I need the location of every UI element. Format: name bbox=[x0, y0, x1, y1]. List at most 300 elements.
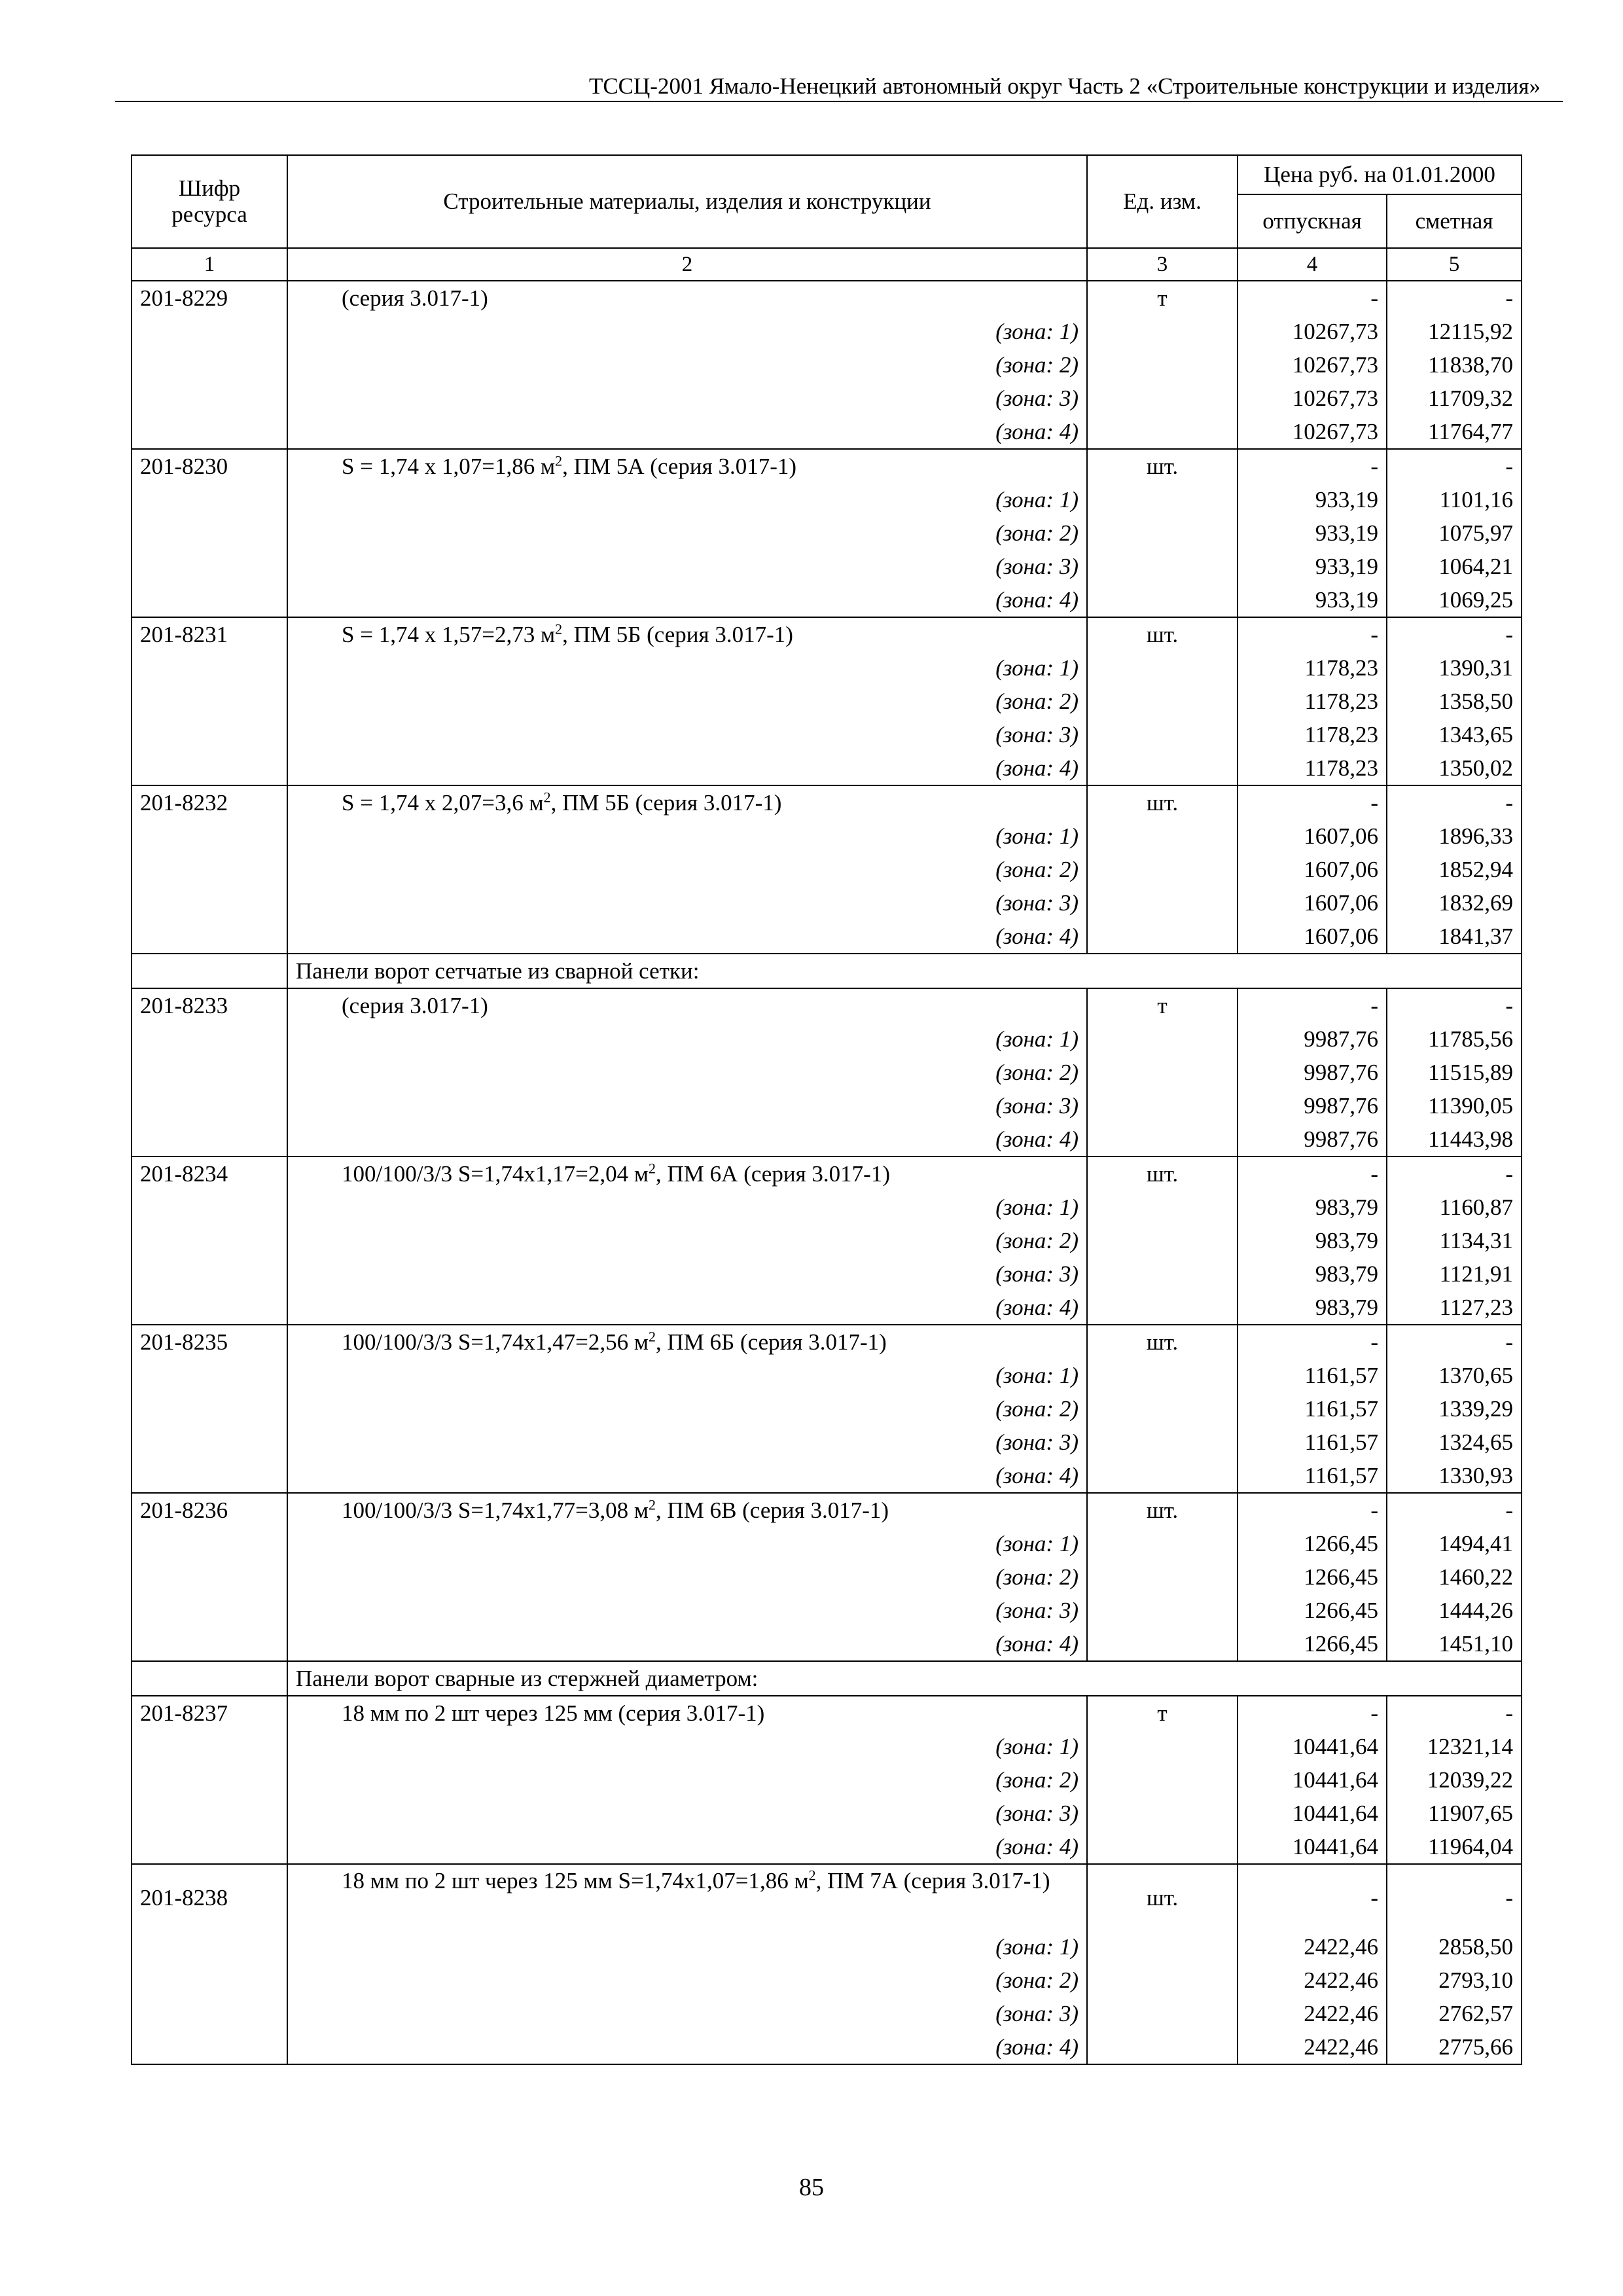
price-estimate: 1064,21 bbox=[1387, 550, 1522, 583]
zone-label: (зона: 4) bbox=[287, 1830, 1087, 1864]
code-cell bbox=[132, 751, 287, 785]
resource-description bbox=[287, 1864, 1087, 1930]
resource-description bbox=[287, 1325, 1087, 1359]
price-release: 10441,64 bbox=[1238, 1763, 1387, 1797]
resource-row bbox=[132, 1157, 1522, 1191]
code-cell bbox=[132, 550, 287, 583]
resource-description bbox=[287, 1157, 1087, 1191]
unit-exponent: 2 bbox=[808, 1867, 816, 1884]
zone-row bbox=[132, 1627, 1522, 1661]
price-release: 933,19 bbox=[1238, 583, 1387, 617]
unit-cell bbox=[1087, 1627, 1238, 1661]
unit-cell bbox=[1087, 1392, 1238, 1426]
price-estimate: 11785,56 bbox=[1387, 1022, 1522, 1056]
unit-cell bbox=[1087, 483, 1238, 516]
code-cell bbox=[132, 1224, 287, 1257]
code-cell bbox=[132, 315, 287, 348]
zone-label: (зона: 4) bbox=[287, 920, 1087, 954]
zone-label: (зона: 2) bbox=[287, 1560, 1087, 1594]
unit-cell bbox=[1087, 819, 1238, 853]
resource-row bbox=[132, 617, 1522, 651]
description-text: , ПМ 7А (серия 3.017-1) bbox=[815, 1868, 1050, 1893]
resource-row bbox=[132, 1493, 1522, 1527]
price-estimate: 1370,65 bbox=[1387, 1359, 1522, 1392]
price-release: 10441,64 bbox=[1238, 1730, 1387, 1763]
price-release: 9987,76 bbox=[1238, 1022, 1387, 1056]
code-cell bbox=[132, 1022, 287, 1056]
zone-label: (зона: 1) bbox=[287, 483, 1087, 516]
price-release: 10441,64 bbox=[1238, 1830, 1387, 1864]
resource-row bbox=[132, 785, 1522, 819]
code-cell bbox=[132, 819, 287, 853]
zone-label: (зона: 4) bbox=[287, 583, 1087, 617]
resource-row bbox=[132, 449, 1522, 483]
resource-description: (серия 3.017-1) bbox=[287, 281, 1087, 315]
zone-row bbox=[132, 415, 1522, 449]
code-cell bbox=[132, 1359, 287, 1392]
zone-row bbox=[132, 315, 1522, 348]
price-release: 2422,46 bbox=[1238, 1964, 1387, 1997]
price-release: - bbox=[1238, 988, 1387, 1022]
code-cell bbox=[132, 1426, 287, 1459]
unit-cell bbox=[1087, 1830, 1238, 1864]
description-text: , ПМ 5Б (серия 3.017-1) bbox=[550, 790, 782, 816]
zone-row bbox=[132, 1122, 1522, 1157]
price-estimate: 2793,10 bbox=[1387, 1964, 1522, 1997]
unit-cell: шт. bbox=[1087, 1157, 1238, 1191]
price-estimate: 1841,37 bbox=[1387, 920, 1522, 954]
zone-row bbox=[132, 1426, 1522, 1459]
zone-row bbox=[132, 685, 1522, 718]
group-row bbox=[132, 1661, 1522, 1696]
group-label: Панели ворот сварные из стержней диаметром: bbox=[287, 1661, 1522, 1696]
price-estimate: - bbox=[1387, 785, 1522, 819]
code-cell bbox=[132, 1797, 287, 1830]
code-cell bbox=[132, 1730, 287, 1763]
zone-row bbox=[132, 1191, 1522, 1224]
code-cell bbox=[132, 382, 287, 415]
running-header: ТССЦ-2001 Ямало-Ненецкий автономный округ Часть 2 «Строительные конструкции и изделия» bbox=[115, 72, 1563, 102]
price-release: 10441,64 bbox=[1238, 1797, 1387, 1830]
zone-row bbox=[132, 348, 1522, 382]
price-estimate: 2762,57 bbox=[1387, 1997, 1522, 2030]
zone-label: (зона: 3) bbox=[287, 1594, 1087, 1627]
zone-label: (зона: 2) bbox=[287, 1056, 1087, 1089]
code-cell bbox=[132, 1930, 287, 1964]
zone-label: (зона: 1) bbox=[287, 1359, 1087, 1392]
resource-row bbox=[132, 1696, 1522, 1730]
unit-cell bbox=[1087, 1797, 1238, 1830]
zone-label: (зона: 1) bbox=[287, 1730, 1087, 1763]
zone-label: (зона: 1) bbox=[287, 1930, 1087, 1964]
unit-cell bbox=[1087, 1426, 1238, 1459]
code-cell bbox=[132, 1089, 287, 1122]
price-estimate: - bbox=[1387, 449, 1522, 483]
description-text: 100/100/3/3 S=1,74х1,17=2,04 м bbox=[342, 1161, 649, 1187]
price-estimate: 11709,32 bbox=[1387, 382, 1522, 415]
price-release: - bbox=[1238, 785, 1387, 819]
zone-label: (зона: 3) bbox=[287, 1426, 1087, 1459]
zone-row bbox=[132, 920, 1522, 954]
zone-row bbox=[132, 1527, 1522, 1560]
unit-cell: шт. bbox=[1087, 785, 1238, 819]
price-estimate: 1343,65 bbox=[1387, 718, 1522, 751]
code-cell bbox=[132, 685, 287, 718]
price-release: 10267,73 bbox=[1238, 415, 1387, 449]
unit-cell bbox=[1087, 685, 1238, 718]
code-cell bbox=[132, 954, 287, 988]
code-cell bbox=[132, 1964, 287, 1997]
price-release: 1178,23 bbox=[1238, 685, 1387, 718]
resource-code: 201-8233 bbox=[132, 988, 287, 1022]
col-number: 1 bbox=[132, 248, 287, 281]
price-release: - bbox=[1238, 1325, 1387, 1359]
price-release: 2422,46 bbox=[1238, 1930, 1387, 1964]
zone-row bbox=[132, 1930, 1522, 1964]
zone-label: (зона: 2) bbox=[287, 348, 1087, 382]
zone-row bbox=[132, 1763, 1522, 1797]
zone-label: (зона: 4) bbox=[287, 1459, 1087, 1493]
description-text: , ПМ 5А (серия 3.017-1) bbox=[562, 454, 797, 479]
price-estimate: 1444,26 bbox=[1387, 1594, 1522, 1627]
price-release: 1178,23 bbox=[1238, 751, 1387, 785]
unit-cell: шт. bbox=[1087, 1325, 1238, 1359]
price-estimate: 11964,04 bbox=[1387, 1830, 1522, 1864]
unit-cell bbox=[1087, 853, 1238, 886]
col-header-unit: Ед. изм. bbox=[1087, 155, 1238, 248]
price-release: 1607,06 bbox=[1238, 853, 1387, 886]
code-cell bbox=[132, 583, 287, 617]
price-release: 1266,45 bbox=[1238, 1594, 1387, 1627]
zone-label: (зона: 4) bbox=[287, 1122, 1087, 1157]
price-estimate: 11515,89 bbox=[1387, 1056, 1522, 1089]
price-release: - bbox=[1238, 281, 1387, 315]
unit-cell bbox=[1087, 550, 1238, 583]
zone-row bbox=[132, 483, 1522, 516]
code-cell bbox=[132, 1560, 287, 1594]
resource-code: 201-8238 bbox=[132, 1864, 287, 1930]
col-header-price-release: отпускная bbox=[1238, 194, 1387, 248]
code-cell bbox=[132, 1122, 287, 1157]
code-cell bbox=[132, 348, 287, 382]
price-release: 983,79 bbox=[1238, 1224, 1387, 1257]
price-estimate: 11764,77 bbox=[1387, 415, 1522, 449]
price-estimate: - bbox=[1387, 1493, 1522, 1527]
unit-cell bbox=[1087, 1224, 1238, 1257]
unit-cell: шт. bbox=[1087, 449, 1238, 483]
zone-row bbox=[132, 1730, 1522, 1763]
unit-exponent: 2 bbox=[649, 1496, 656, 1513]
zone-label: (зона: 2) bbox=[287, 516, 1087, 550]
price-release: 933,19 bbox=[1238, 550, 1387, 583]
price-release: 1161,57 bbox=[1238, 1359, 1387, 1392]
resource-description bbox=[287, 449, 1087, 483]
price-release: 10267,73 bbox=[1238, 382, 1387, 415]
zone-label: (зона: 4) bbox=[287, 1627, 1087, 1661]
zone-label: (зона: 3) bbox=[287, 1797, 1087, 1830]
zone-label: (зона: 4) bbox=[287, 751, 1087, 785]
col-header-price-group: Цена руб. на 01.01.2000 bbox=[1238, 155, 1522, 194]
zone-label: (зона: 3) bbox=[287, 718, 1087, 751]
description-text: 100/100/3/3 S=1,74х1,77=3,08 м bbox=[342, 1498, 649, 1523]
code-cell bbox=[132, 651, 287, 685]
price-release: 1178,23 bbox=[1238, 651, 1387, 685]
code-cell bbox=[132, 1191, 287, 1224]
group-label: Панели ворот сетчатые из сварной сетки: bbox=[287, 954, 1522, 988]
unit-cell bbox=[1087, 1359, 1238, 1392]
price-estimate: 1330,93 bbox=[1387, 1459, 1522, 1493]
unit-cell bbox=[1087, 1459, 1238, 1493]
code-cell bbox=[132, 1763, 287, 1797]
unit-cell: шт. bbox=[1087, 1864, 1238, 1930]
price-release: 2422,46 bbox=[1238, 2030, 1387, 2064]
unit-cell bbox=[1087, 1257, 1238, 1291]
zone-label: (зона: 4) bbox=[287, 1291, 1087, 1325]
unit-cell bbox=[1087, 2030, 1238, 2064]
zone-label: (зона: 1) bbox=[287, 651, 1087, 685]
unit-cell bbox=[1087, 1930, 1238, 1964]
price-estimate: 1101,16 bbox=[1387, 483, 1522, 516]
price-release: 1161,57 bbox=[1238, 1392, 1387, 1426]
zone-row bbox=[132, 583, 1522, 617]
description-text: S = 1,74 х 2,07=3,6 м bbox=[342, 790, 544, 816]
description-text: 18 мм по 2 шт через 125 мм S=1,74х1,07=1,86 м bbox=[342, 1868, 809, 1893]
zone-row bbox=[132, 1964, 1522, 1997]
col-header-price-estimate: сметная bbox=[1387, 194, 1522, 248]
price-release: - bbox=[1238, 1493, 1387, 1527]
zone-label: (зона: 3) bbox=[287, 1257, 1087, 1291]
code-cell bbox=[132, 1459, 287, 1493]
code-cell bbox=[132, 853, 287, 886]
price-estimate: 12115,92 bbox=[1387, 315, 1522, 348]
code-cell bbox=[132, 1661, 287, 1696]
price-estimate: 1852,94 bbox=[1387, 853, 1522, 886]
resource-code: 201-8230 bbox=[132, 449, 287, 483]
price-estimate: 2858,50 bbox=[1387, 1930, 1522, 1964]
zone-label: (зона: 4) bbox=[287, 415, 1087, 449]
price-release: 1178,23 bbox=[1238, 718, 1387, 751]
unit-cell: т bbox=[1087, 281, 1238, 315]
unit-cell bbox=[1087, 718, 1238, 751]
resource-description: 18 мм по 2 шт через 125 мм (серия 3.017-1) bbox=[287, 1696, 1087, 1730]
zone-row bbox=[132, 1392, 1522, 1426]
code-cell bbox=[132, 920, 287, 954]
unit-cell bbox=[1087, 1964, 1238, 1997]
unit-cell bbox=[1087, 1763, 1238, 1797]
price-estimate: 1451,10 bbox=[1387, 1627, 1522, 1661]
zone-label: (зона: 1) bbox=[287, 1022, 1087, 1056]
price-release: 10267,73 bbox=[1238, 348, 1387, 382]
zone-row bbox=[132, 1797, 1522, 1830]
resource-description bbox=[287, 1493, 1087, 1527]
price-estimate: 1358,50 bbox=[1387, 685, 1522, 718]
unit-cell bbox=[1087, 583, 1238, 617]
price-release: 983,79 bbox=[1238, 1191, 1387, 1224]
zone-row bbox=[132, 382, 1522, 415]
unit-cell: шт. bbox=[1087, 617, 1238, 651]
unit-cell bbox=[1087, 1022, 1238, 1056]
price-estimate: 1324,65 bbox=[1387, 1426, 1522, 1459]
unit-exponent: 2 bbox=[555, 620, 563, 637]
unit-cell bbox=[1087, 1594, 1238, 1627]
price-estimate: 1121,91 bbox=[1387, 1257, 1522, 1291]
unit-cell bbox=[1087, 1056, 1238, 1089]
zone-label: (зона: 3) bbox=[287, 886, 1087, 920]
zone-row bbox=[132, 1997, 1522, 2030]
resource-code: 201-8234 bbox=[132, 1157, 287, 1191]
zone-label: (зона: 2) bbox=[287, 1224, 1087, 1257]
price-release: - bbox=[1238, 617, 1387, 651]
unit-cell bbox=[1087, 415, 1238, 449]
col-header-name: Строительные материалы, изделия и конструкции bbox=[287, 155, 1087, 248]
resource-code: 201-8232 bbox=[132, 785, 287, 819]
resource-description bbox=[287, 617, 1087, 651]
price-estimate: 1494,41 bbox=[1387, 1527, 1522, 1560]
code-cell bbox=[132, 1291, 287, 1325]
code-cell bbox=[132, 415, 287, 449]
zone-label: (зона: 2) bbox=[287, 1964, 1087, 1997]
price-estimate: 1160,87 bbox=[1387, 1191, 1522, 1224]
zone-label: (зона: 1) bbox=[287, 1527, 1087, 1560]
description-text: S = 1,74 х 1,57=2,73 м bbox=[342, 622, 556, 647]
price-release: 9987,76 bbox=[1238, 1122, 1387, 1157]
unit-cell: шт. bbox=[1087, 1493, 1238, 1527]
price-estimate: 2775,66 bbox=[1387, 2030, 1522, 2064]
zone-row bbox=[132, 2030, 1522, 2064]
col-number: 2 bbox=[287, 248, 1087, 281]
price-estimate: - bbox=[1387, 988, 1522, 1022]
unit-cell: т bbox=[1087, 988, 1238, 1022]
page-number: 85 bbox=[799, 2174, 824, 2201]
price-estimate: 1390,31 bbox=[1387, 651, 1522, 685]
price-estimate: 11443,98 bbox=[1387, 1122, 1522, 1157]
col-number: 5 bbox=[1387, 248, 1522, 281]
price-estimate: - bbox=[1387, 1157, 1522, 1191]
price-release: 1607,06 bbox=[1238, 886, 1387, 920]
zone-label: (зона: 1) bbox=[287, 819, 1087, 853]
zone-label: (зона: 2) bbox=[287, 1392, 1087, 1426]
price-estimate: - bbox=[1387, 1864, 1522, 1930]
zone-row bbox=[132, 1224, 1522, 1257]
zone-row bbox=[132, 1291, 1522, 1325]
resource-row bbox=[132, 1325, 1522, 1359]
zone-row bbox=[132, 1830, 1522, 1864]
code-cell bbox=[132, 886, 287, 920]
zone-row bbox=[132, 651, 1522, 685]
unit-cell bbox=[1087, 886, 1238, 920]
col-number: 4 bbox=[1238, 248, 1387, 281]
unit-cell bbox=[1087, 1191, 1238, 1224]
zone-label: (зона: 2) bbox=[287, 1763, 1087, 1797]
price-release: 933,19 bbox=[1238, 516, 1387, 550]
resource-code: 201-8237 bbox=[132, 1696, 287, 1730]
zone-row bbox=[132, 886, 1522, 920]
price-release: 9987,76 bbox=[1238, 1089, 1387, 1122]
zone-label: (зона: 3) bbox=[287, 1089, 1087, 1122]
price-estimate: 12039,22 bbox=[1387, 1763, 1522, 1797]
zone-label: (зона: 2) bbox=[287, 685, 1087, 718]
resource-row bbox=[132, 1864, 1522, 1930]
zone-row bbox=[132, 1359, 1522, 1392]
group-row bbox=[132, 954, 1522, 988]
price-release: 1266,45 bbox=[1238, 1627, 1387, 1661]
unit-cell bbox=[1087, 1730, 1238, 1763]
zone-row bbox=[132, 1089, 1522, 1122]
code-cell bbox=[132, 1997, 287, 2030]
price-release: 1607,06 bbox=[1238, 819, 1387, 853]
code-cell bbox=[132, 516, 287, 550]
unit-exponent: 2 bbox=[555, 452, 563, 469]
description-text: 100/100/3/3 S=1,74х1,47=2,56 м bbox=[342, 1329, 649, 1355]
price-estimate: - bbox=[1387, 281, 1522, 315]
zone-row bbox=[132, 1459, 1522, 1493]
unit-cell bbox=[1087, 1122, 1238, 1157]
unit-cell bbox=[1087, 1291, 1238, 1325]
price-estimate: 1339,29 bbox=[1387, 1392, 1522, 1426]
zone-label: (зона: 3) bbox=[287, 1997, 1087, 2030]
zone-label: (зона: 3) bbox=[287, 382, 1087, 415]
zone-label: (зона: 2) bbox=[287, 853, 1087, 886]
unit-cell bbox=[1087, 315, 1238, 348]
code-cell bbox=[132, 1056, 287, 1089]
price-release: 10267,73 bbox=[1238, 315, 1387, 348]
description-text: , ПМ 6В (серия 3.017-1) bbox=[656, 1498, 889, 1523]
zone-row bbox=[132, 516, 1522, 550]
unit-cell bbox=[1087, 1527, 1238, 1560]
unit-cell bbox=[1087, 1997, 1238, 2030]
price-estimate: 11390,05 bbox=[1387, 1089, 1522, 1122]
price-release: 933,19 bbox=[1238, 483, 1387, 516]
code-cell bbox=[132, 1527, 287, 1560]
zone-row bbox=[132, 819, 1522, 853]
resource-description bbox=[287, 785, 1087, 819]
zone-row bbox=[132, 1022, 1522, 1056]
resource-code: 201-8231 bbox=[132, 617, 287, 651]
zone-row bbox=[132, 1560, 1522, 1594]
unit-cell: т bbox=[1087, 1696, 1238, 1730]
price-estimate: 12321,14 bbox=[1387, 1730, 1522, 1763]
description-text: , ПМ 5Б (серия 3.017-1) bbox=[562, 622, 793, 647]
code-cell bbox=[132, 1257, 287, 1291]
price-release: - bbox=[1238, 1864, 1387, 1930]
col-header-code: Шифр ресурса bbox=[132, 155, 287, 248]
zone-row bbox=[132, 550, 1522, 583]
description-text: , ПМ 6А (серия 3.017-1) bbox=[656, 1161, 890, 1187]
resource-code: 201-8236 bbox=[132, 1493, 287, 1527]
resource-row bbox=[132, 281, 1522, 315]
unit-cell bbox=[1087, 1089, 1238, 1122]
resource-description: (серия 3.017-1) bbox=[287, 988, 1087, 1022]
price-table bbox=[131, 154, 1522, 2065]
price-release: 1161,57 bbox=[1238, 1459, 1387, 1493]
price-release: 1266,45 bbox=[1238, 1560, 1387, 1594]
unit-cell bbox=[1087, 1560, 1238, 1594]
zone-row bbox=[132, 1257, 1522, 1291]
code-cell bbox=[132, 1627, 287, 1661]
description-text: S = 1,74 х 1,07=1,86 м bbox=[342, 454, 556, 479]
price-estimate: - bbox=[1387, 1696, 1522, 1730]
code-cell bbox=[132, 718, 287, 751]
price-release: 1266,45 bbox=[1238, 1527, 1387, 1560]
price-release: 983,79 bbox=[1238, 1291, 1387, 1325]
price-estimate: 1069,25 bbox=[1387, 583, 1522, 617]
resource-code: 201-8235 bbox=[132, 1325, 287, 1359]
unit-exponent: 2 bbox=[649, 1160, 656, 1177]
code-cell bbox=[132, 1594, 287, 1627]
price-release: 2422,46 bbox=[1238, 1997, 1387, 2030]
unit-exponent: 2 bbox=[543, 789, 551, 806]
price-estimate: 1896,33 bbox=[1387, 819, 1522, 853]
